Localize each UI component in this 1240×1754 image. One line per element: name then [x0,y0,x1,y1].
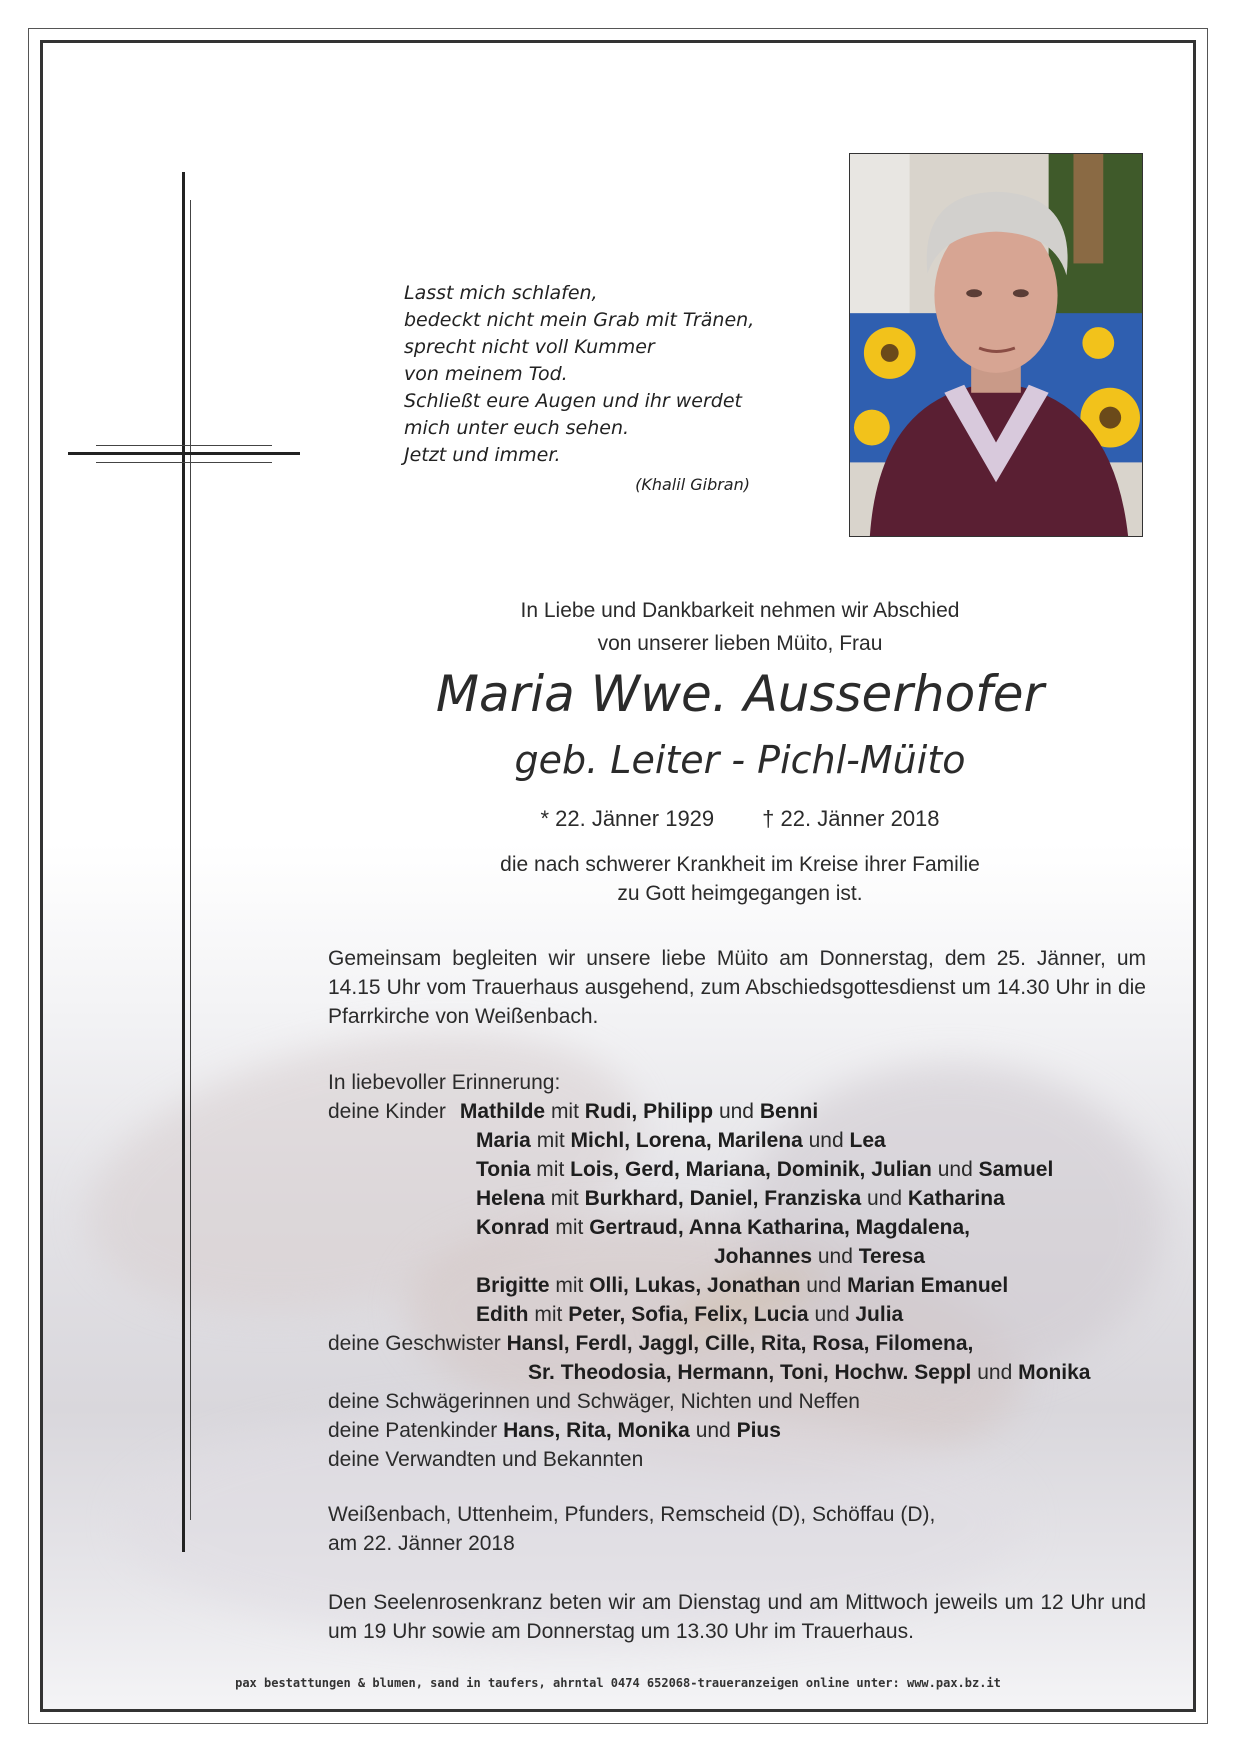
godchildren-last: Pius [736,1419,781,1442]
child-family-last: Teresa [858,1245,925,1268]
poem-line: Schließt eure Augen und ihr werdet [404,390,742,412]
connector-word: mit [536,1158,565,1181]
child-family: Peter, Sofia, Felix, Lucia [568,1303,809,1326]
child-family-last: Julia [855,1303,904,1326]
poem-author: (Khalil Gibran) [635,475,750,494]
mourner-row-konrad [328,1213,1146,1242]
deceased-name: Maria Wwe. Ausserhofer [435,665,1045,723]
child-family: Rudi, Philipp [584,1100,714,1123]
mourners-list [328,1068,1146,1474]
connector-word: und [808,1129,844,1152]
connector-word: mit [534,1303,563,1326]
date-line: am 22. Jänner 2018 [328,1532,515,1555]
poem-line: von meinem Tod. [404,363,568,385]
kids-label: deine Kinder [328,1100,446,1123]
mourner-row-godchildren [328,1416,1146,1445]
child-family-last: Katharina [907,1187,1005,1210]
siblings-label: deine Geschwister [328,1332,501,1355]
poem-line: sprecht nicht voll Kummer [404,336,655,358]
poem [404,280,764,469]
passing-line: die nach schwerer Krankheit im Kreise ihrer Familie [500,853,980,876]
child-family: Olli, Lukas, Jonathan [589,1274,801,1297]
child-name: Helena [476,1187,545,1210]
child-name: Konrad [476,1216,550,1239]
poem-line: Lasst mich schlafen, [404,282,598,304]
cross-icon [68,172,308,1552]
mourner-row-maria [328,1126,1146,1155]
intro-line: In Liebe und Dankbarkeit nehmen wir Abschied [520,599,960,622]
death-date: † 22. Jänner 2018 [762,806,940,831]
connector-word: und [718,1100,754,1123]
mourner-row-in-laws: deine Schwägerinnen und Schwäger, Nichten und Neffen [328,1390,860,1413]
child-name: Mathilde [459,1100,546,1123]
connector-word: und [937,1158,973,1181]
godchildren-label: deine Patenkinder [328,1419,498,1442]
places-and-date [328,1500,1146,1558]
connector-word: mit [550,1100,579,1123]
mourner-row-siblings [328,1329,1146,1358]
deceased-birth-name: geb. Leiter - Pichl-Müito [514,738,966,782]
intro-text [380,594,1100,660]
poem-line: Jetzt und immer. [404,444,561,466]
poem-line: mich unter euch sehen. [404,417,630,439]
mourner-row-tonia [328,1155,1146,1184]
mourner-row-edith [328,1300,1146,1329]
child-name: Brigitte [476,1274,550,1297]
siblings-names: Sr. Theodosia, Hermann, Toni, Hochw. Seppl [528,1361,972,1384]
child-name: Maria [476,1129,531,1152]
mourner-row-mathilde [328,1097,1146,1126]
connector-word: und [817,1245,853,1268]
godchildren-names: Hans, Rita, Monika [503,1419,690,1442]
rosary-announcement: Den Seelenrosenkranz beten wir am Dienstag und am Mittwoch jeweils um 12 Uhr und um 19 Uhr sowie am Donnerstag um 13.30 Uhr im Trauerhaus. [328,1591,1146,1643]
mourner-row-brigitte [328,1271,1146,1300]
portrait-illustration [850,154,1142,536]
child-family-last: Samuel [978,1158,1054,1181]
life-dates [380,804,1100,834]
mourner-row-konrad-cont [328,1242,1146,1271]
cross-horizontal-line [96,462,272,463]
child-family: Michl, Lorena, Marilena [570,1129,803,1152]
connector-word: mit [550,1187,579,1210]
intro-line: von unserer lieben Müito, Frau [597,632,883,655]
child-family: Lois, Gerd, Mariana, Dominik, Julian [570,1158,932,1181]
child-name: Edith [476,1303,529,1326]
child-family-last: Benni [759,1100,819,1123]
connector-word: und [695,1419,731,1442]
passing-line: zu Gott heimgegangen ist. [617,882,863,905]
birth-date: * 22. Jänner 1929 [540,806,715,831]
connector-word: und [806,1274,842,1297]
memory-heading: In liebevoller Erinnerung: [328,1071,561,1094]
siblings-names: Hansl, Ferdl, Jaggl, Cille, Rita, Rosa, Filomena, [506,1332,974,1355]
child-family-last: Marian Emanuel [847,1274,1009,1297]
child-name: Tonia [476,1158,531,1181]
connector-word: mit [536,1129,565,1152]
connector-word: und [867,1187,903,1210]
mourner-row-helena [328,1184,1146,1213]
child-family-last: Lea [849,1129,886,1152]
cross-vertical-line [190,200,191,1520]
cross-vertical-bar [182,172,185,1552]
passing-text [380,850,1100,908]
connector-word: mit [555,1274,584,1297]
mourner-row-relatives: deine Verwandten und Bekannten [328,1448,644,1471]
child-family: Gertraud, Anna Katharina, Magdalena, [589,1216,970,1239]
portrait-photo [849,153,1143,537]
cross-horizontal-bar [68,452,300,455]
footer-imprint: pax bestattungen & blumen, sand in taufers, ahrntal 0474 652068-traueranzeigen online unter: www.pax.bz.it [235,1676,1001,1690]
mourner-row-siblings-cont [328,1358,1146,1387]
places-line: Weißenbach, Uttenheim, Pfunders, Remscheid (D), Schöffau (D), [328,1503,936,1526]
connector-word: und [977,1361,1013,1384]
connector-word: mit [555,1216,584,1239]
child-family: Johannes [714,1245,813,1268]
funeral-announcement: Gemeinsam begleiten wir unsere liebe Müito am Donnerstag, dem 25. Jänner, um 14.15 Uhr vom Trauerhaus ausgehend, zum Abschiedsgottesdienst um 14.30 Uhr in die Pfarrkirche von Weißenbach. [328,947,1146,1028]
child-family: Burkhard, Daniel, Franziska [584,1187,862,1210]
siblings-last: Monika [1018,1361,1091,1384]
poem-line: bedeckt nicht mein Grab mit Tränen, [404,309,755,331]
connector-word: und [814,1303,850,1326]
cross-horizontal-line [96,445,272,446]
